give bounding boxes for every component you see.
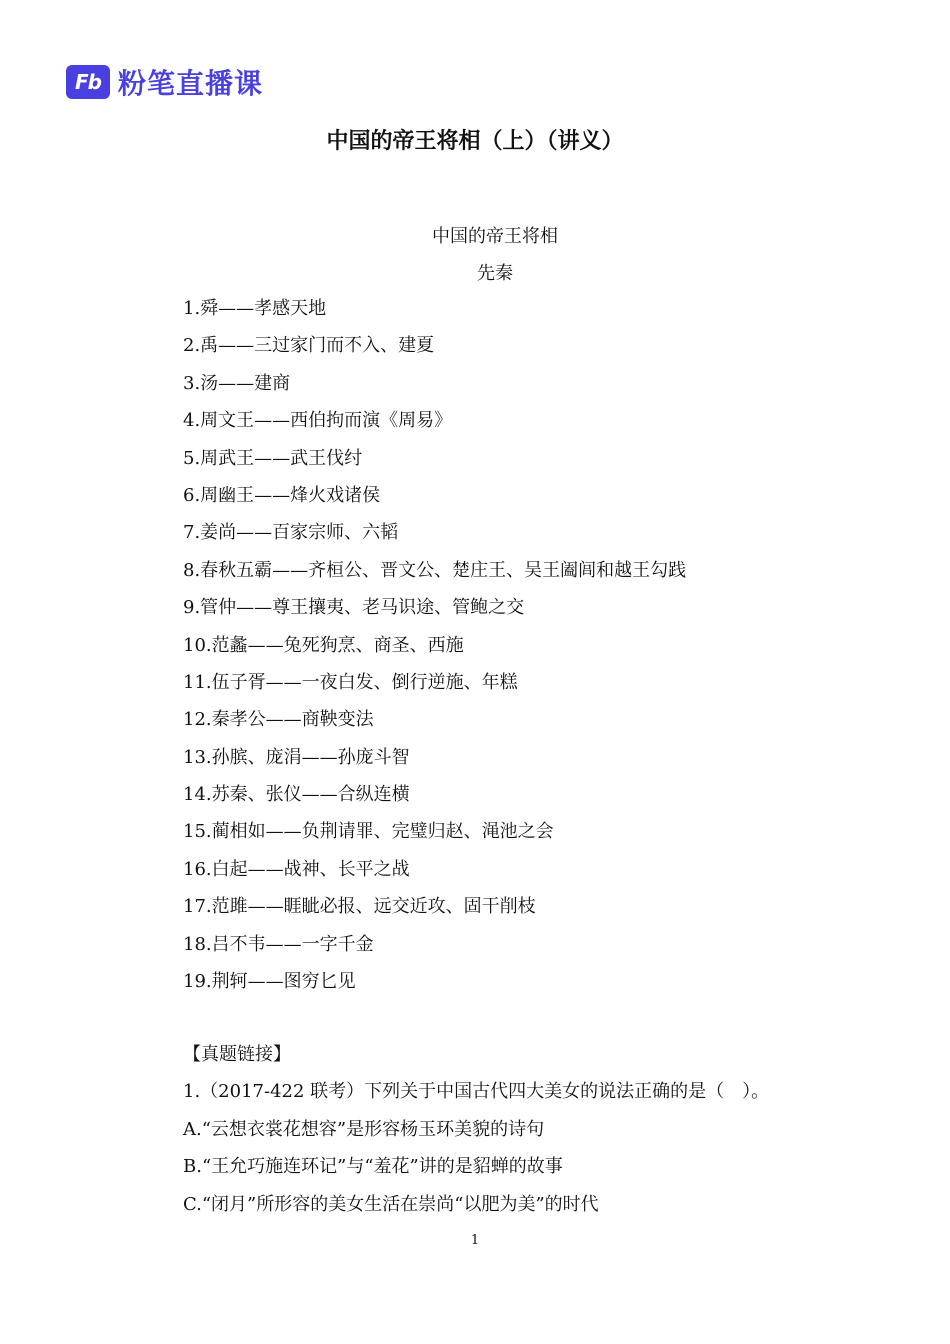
list-item: 10.范蠡——兔死狗烹、商圣、西施 — [183, 634, 464, 656]
logo-text: 粉笔直播课 — [118, 67, 264, 100]
exam-heading: 【真题链接】 — [183, 1044, 291, 1065]
list-item: 19.荆轲——图穷匕见 — [183, 971, 356, 993]
list-item: 14.苏秦、张仪——合纵连横 — [183, 784, 410, 806]
list-item: 6.周幽王——烽火戏诸侯 — [183, 484, 381, 506]
list-item: 11.伍子胥——一夜白发、倒行逆施、年糕 — [183, 671, 518, 693]
page-number: 1 — [470, 1233, 480, 1248]
list-item: 12.秦孝公——商鞅变法 — [183, 709, 374, 731]
list-item: 5.周武王——武王伐纣 — [183, 447, 363, 469]
brand-logo — [66, 62, 263, 102]
exam-option-a: A.“云想衣裳花想容”是形容杨玉环美貌的诗句 — [183, 1118, 545, 1140]
list-item: 4.周文王——西伯拘而演《周易》 — [183, 410, 453, 432]
list-item: 16.白起——战神、长平之战 — [183, 858, 410, 880]
exam-option-b: B.“王允巧施连环记”与“羞花”讲的是貂蝉的故事 — [183, 1156, 563, 1178]
figure-list — [183, 295, 686, 1005]
list-item: 1.舜——孝感天地 — [183, 298, 327, 319]
list-item: 13.孙膑、庞涓——孙庞斗智 — [183, 746, 410, 768]
list-item: 17.范雎——睚眦必报、远交近攻、固干削枝 — [183, 896, 536, 918]
logo-icon: Fb — [66, 65, 110, 99]
list-item: 7.姜尚——百家宗师、六韬 — [183, 522, 399, 544]
exam-option-c: C.“闭月”所形容的美女生活在崇尚“以肥为美”的时代 — [183, 1193, 599, 1215]
exam-section — [183, 1041, 769, 1228]
list-item: 2.禹——三过家门而不入、建夏 — [183, 335, 435, 357]
list-item: 3.汤——建商 — [183, 372, 291, 394]
list-item: 8.春秋五霸——齐桓公、晋文公、楚庄王、吴王阖闾和越王勾践 — [183, 559, 687, 581]
list-item: 9.管仲——尊王攘夷、老马识途、管鲍之交 — [183, 597, 525, 619]
section-title: 先秦 — [477, 263, 513, 284]
document-title: 中国的帝王将相（上）（讲义） — [326, 129, 624, 154]
subtitle: 中国的帝王将相 — [432, 226, 558, 247]
exam-question: 1.（2017-422 联考）下列关于中国古代四大美女的说法正确的是（ ）。 — [183, 1081, 770, 1103]
list-item: 15.蔺相如——负荆请罪、完璧归赵、渑池之会 — [183, 821, 554, 843]
list-item: 18.吕不韦——一字千金 — [183, 933, 374, 955]
